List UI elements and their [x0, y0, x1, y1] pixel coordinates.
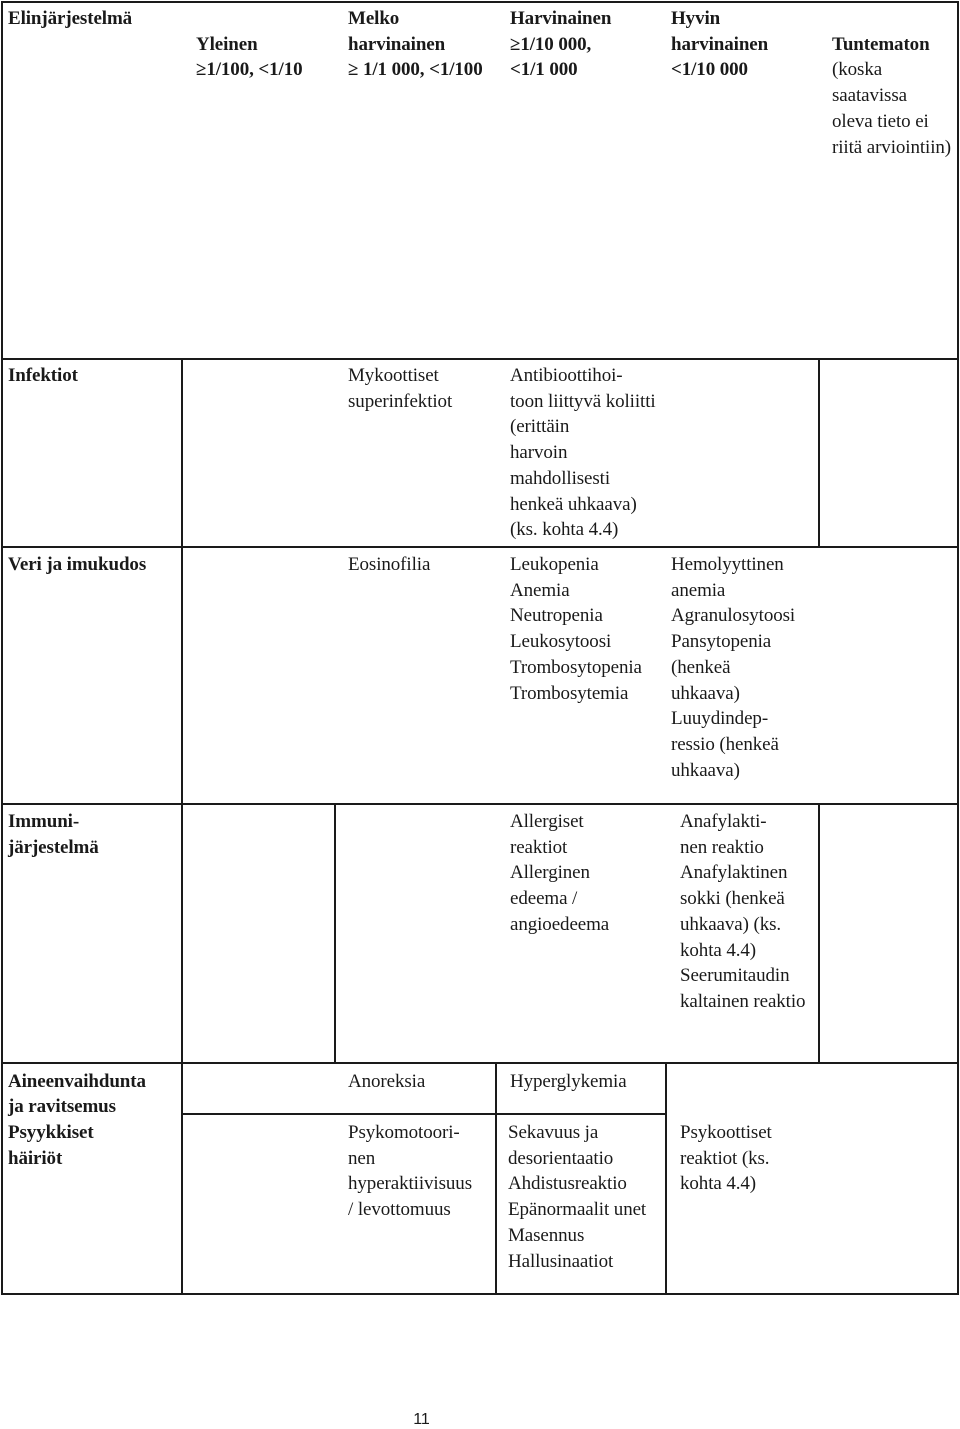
row-rare-blood: Leukopenia Anemia Neutropenia Leukosytoosi Trombosytopenia Trombosytemia — [510, 554, 642, 704]
header-system: Elinjärjestelmä — [8, 8, 133, 29]
header-very-rare: Hyvin harvinainen <1/10 000 — [671, 8, 769, 81]
row-divider-3 — [2, 803, 959, 805]
header-unknown-title: Tuntematon — [832, 33, 930, 55]
header-common — [196, 6, 303, 83]
row-very-rare-blood: Hemolyyttinen anemia Agranulosytoosi Pansytopenia (henkeä uhkaava) Luuydindep- ressio (henkeä uhkaava) — [671, 554, 796, 781]
col-divider-5b — [818, 803, 820, 1064]
row-rare-immune: Allergiset reaktiot Allerginen edeema / angioedeema — [510, 811, 610, 935]
col-divider-2 — [334, 803, 336, 1064]
row-rare-psychiatric: Sekavuus ja desorientaatio Ahdistusreaktio Epänormaalit unet Masennus Hallusinaatiot — [508, 1122, 647, 1272]
row-divider-2 — [2, 546, 959, 548]
row-uncommon-metabolism: Anoreksia — [348, 1071, 426, 1092]
table-bottom-border — [2, 1293, 959, 1295]
header-rare: Harvinainen ≥1/10 000, <1/1 000 — [510, 8, 612, 81]
row-system-immune: Immuni- järjestelmä — [8, 811, 99, 858]
row-divider-1 — [2, 358, 959, 360]
header-common-text: Yleinen ≥1/100, <1/10 — [196, 33, 303, 81]
header-uncommon: Melko harvinainen ≥ 1/1 000, <1/100 — [348, 8, 483, 81]
row-divider-5 — [182, 1113, 666, 1115]
row-very-rare-psychiatric: Psykoottiset reaktiot (ks. kohta 4.4) — [680, 1122, 772, 1195]
header-unknown-note: (koska saatavissa oleva tieto ei riitä arviointiin) — [832, 59, 952, 158]
row-uncommon-blood: Eosinofilia — [348, 554, 431, 575]
col-divider-3 — [495, 1062, 497, 1295]
row-very-rare-immune: Anafylakti- nen reaktio Anafylaktinen sokki (henkeä uhkaava) (ks. kohta 4.4) Seerumitaudin kaltainen reaktio — [680, 811, 806, 1012]
table-top-border — [2, 1, 959, 3]
header-unknown — [832, 6, 951, 186]
col-divider-5 — [818, 358, 820, 546]
col-divider-4 — [665, 1062, 667, 1295]
row-divider-4 — [2, 1062, 959, 1064]
row-uncommon-infections: Mykoottiset superinfektiot — [348, 365, 453, 412]
row-rare-infections: Antibioottihoi- toon liittyvä koliitti (erittäin harvoin mahdollisesti henkeä uhkaava) (ks. kohta 4.4) — [510, 365, 656, 541]
col-divider-0 — [1, 1, 3, 1295]
row-rare-metabolism: Hyperglykemia — [510, 1071, 627, 1092]
col-divider-1 — [181, 358, 183, 1295]
col-divider-6 — [957, 1, 959, 1295]
row-system-psychiatric: Psyykkiset häiriöt — [8, 1122, 94, 1169]
row-system-metabolism: Aineenvaihdunta ja ravitsemus — [8, 1071, 146, 1117]
row-system-infections: Infektiot — [8, 365, 78, 386]
page-number: 11 — [413, 1411, 430, 1428]
row-system-blood: Veri ja imukudos — [8, 554, 147, 575]
row-uncommon-psychiatric: Psykomotoori- nen hyperaktiivisuus / levottomuus — [348, 1122, 472, 1221]
